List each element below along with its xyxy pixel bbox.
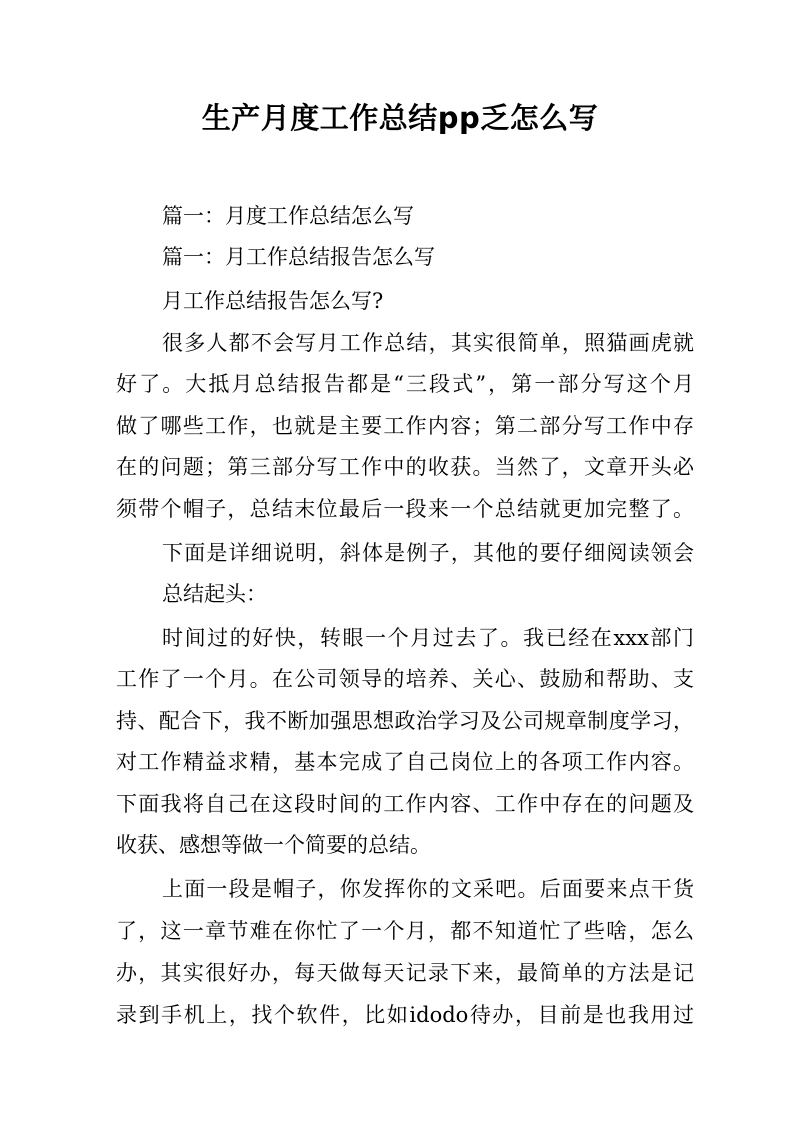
text-line-5: 好了。大抵月总结报告都是“三段式”，第一部分写这个月 — [116, 372, 694, 396]
text-line-17: 上面一段是帽子，你发挥你的文采吧。后面要来点干货 — [162, 877, 694, 901]
text-line-6: 做了哪些工作，也就是主要工作内容；第二部分写工作中存 — [116, 414, 694, 438]
text-line-4: 很多人都不会写月工作总结，其实很简单，照猫画虎就 — [162, 331, 694, 355]
text-line-8: 须带个帽子，总结末位最后一段来一个总结就更加完整了。 — [116, 497, 694, 521]
text-line-13: 持、配合下，我不断加强思想政治学习及公司规章制度学习， — [116, 709, 694, 733]
text-line-18: 了，这一章节难在你忙了一个月，都不知道忙了些啥，怎么 — [116, 919, 694, 943]
text-line-3: 月工作总结报告怎么写? — [162, 289, 384, 313]
text-line-11: 时间过的好快，转眼一个月过去了。我已经在xxx部门 — [162, 626, 694, 650]
text-line-12: 工作了一个月。在公司领导的培养、关心、鼓励和帮助、支 — [116, 667, 694, 691]
text-line-20: 录到手机上，找个软件，比如idodo待办，目前是也我用过 — [116, 1003, 694, 1027]
document-title: 生产月度工作总结pp乏怎么写 — [201, 101, 599, 135]
text-line-1: 篇一：月度工作总结怎么写 — [162, 204, 414, 228]
text-line-2: 篇一：月工作总结报告怎么写 — [162, 245, 435, 269]
text-line-19: 办，其实很好办，每天做每天记录下来，最简单的方法是记 — [116, 961, 694, 985]
text-line-14: 对工作精益求精，基本完成了自己岗位上的各项工作内容。 — [116, 750, 694, 774]
text-line-7: 在的问题；第三部分写工作中的收获。当然了，文章开头必 — [116, 455, 694, 479]
text-line-15: 下面我将自己在这段时间的工作内容、工作中存在的问题及 — [116, 792, 694, 816]
text-line-16: 收获、感想等做一个简要的总结。 — [116, 833, 431, 857]
text-line-9: 下面是详细说明，斜体是例子，其他的要仔细阅读领会 — [162, 541, 694, 565]
text-line-10: 总结起头： — [162, 582, 267, 606]
